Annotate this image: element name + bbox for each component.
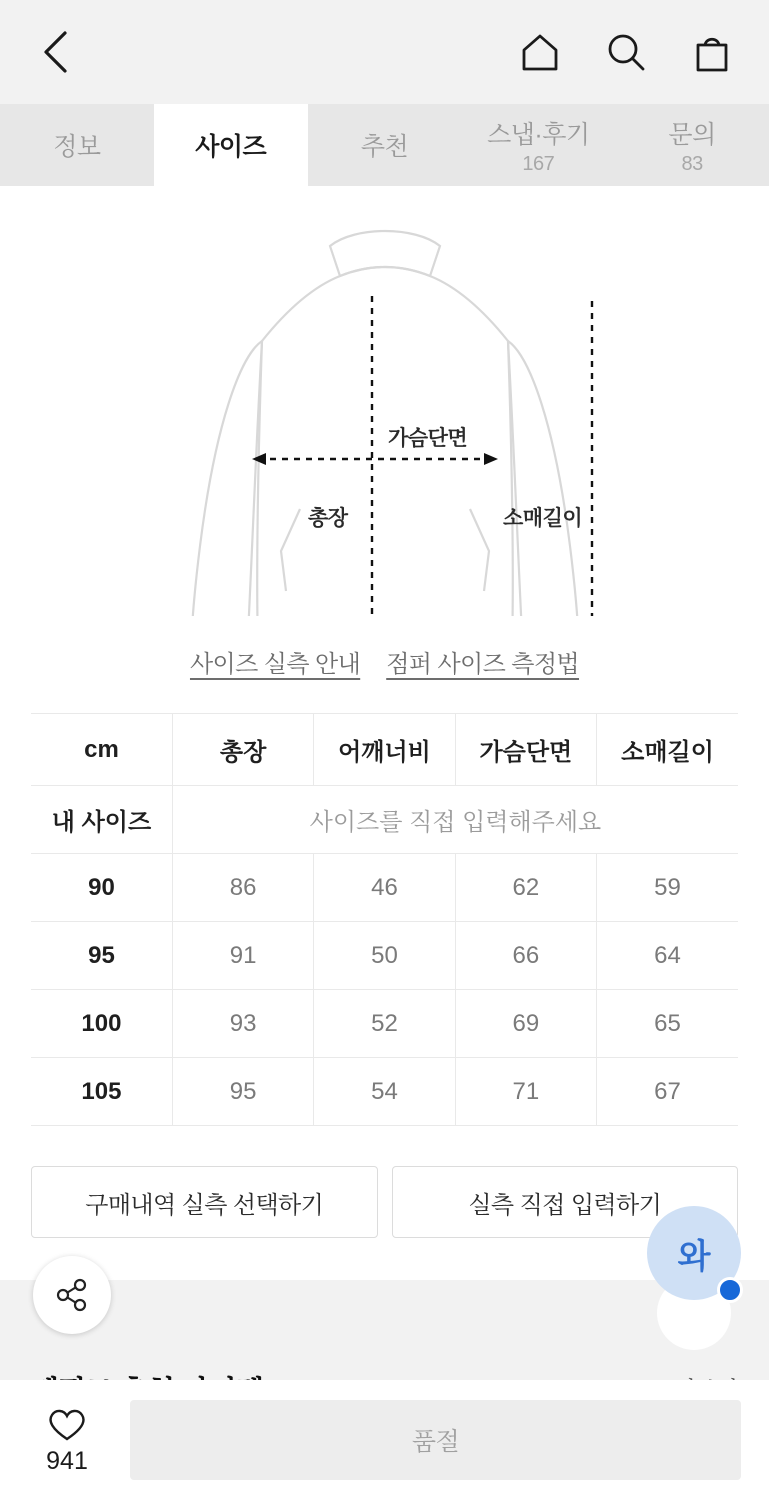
like-button[interactable] xyxy=(28,1405,106,1476)
link-size-guide[interactable]: 사이즈 실측 안내 xyxy=(189,651,361,678)
search-icon[interactable] xyxy=(603,29,649,75)
cell-sleeve-length: 67 xyxy=(597,1058,738,1126)
top-bar-actions xyxy=(517,29,735,75)
tab-snap-review[interactable] xyxy=(461,104,615,186)
cell-shoulder-width: 46 xyxy=(314,854,455,922)
cell-total-length: 86 xyxy=(172,854,313,922)
label-sleeve-length: 소매길이 xyxy=(503,507,583,530)
section-tabs xyxy=(0,104,769,186)
table-row xyxy=(31,854,738,922)
heart-icon xyxy=(46,1405,88,1443)
size-guide-links xyxy=(0,616,769,713)
chevron-left-icon[interactable] xyxy=(34,30,78,74)
cell-shoulder-width: 54 xyxy=(314,1058,455,1126)
tab-label: 문의 xyxy=(668,120,716,149)
label-total-length: 총장 xyxy=(308,507,348,530)
table-row xyxy=(31,922,738,990)
col-shoulder-width: 어깨너비 xyxy=(314,714,455,786)
row-size-label: 100 xyxy=(31,990,172,1058)
cell-shoulder-width: 50 xyxy=(314,922,455,990)
row-size-label: 105 xyxy=(31,1058,172,1126)
my-size-label: 내 사이즈 xyxy=(31,786,172,854)
tab-label: 추천 xyxy=(360,133,409,161)
tab-label: 사이즈 xyxy=(195,133,267,161)
select-from-purchase-history-button[interactable]: 구매내역 실측 선택하기 xyxy=(31,1166,378,1238)
cell-chest-width: 62 xyxy=(455,854,596,922)
col-unit: cm xyxy=(31,714,172,786)
tab-info[interactable] xyxy=(0,104,154,186)
bottom-action-bar xyxy=(0,1380,769,1500)
cell-total-length: 93 xyxy=(172,990,313,1058)
soldout-button: 품절 xyxy=(130,1400,741,1480)
tab-size[interactable] xyxy=(154,104,308,186)
tab-inquiry[interactable] xyxy=(615,104,769,186)
size-table xyxy=(31,713,738,1126)
cell-chest-width: 71 xyxy=(455,1058,596,1126)
measurement-actions xyxy=(0,1126,769,1238)
like-count: 941 xyxy=(46,1446,88,1475)
cell-total-length: 91 xyxy=(172,922,313,990)
home-icon[interactable] xyxy=(517,29,563,75)
manual-measurement-input-button[interactable]: 실측 직접 입력하기 xyxy=(392,1166,739,1238)
cell-chest-width: 69 xyxy=(455,990,596,1058)
tab-label: 스냅·후기 xyxy=(487,120,590,149)
table-row xyxy=(31,990,738,1058)
size-table-wrapper xyxy=(0,713,769,1126)
cell-sleeve-length: 59 xyxy=(597,854,738,922)
jacket-outline-illustration xyxy=(0,186,769,616)
size-diagram xyxy=(0,186,769,616)
cell-shoulder-width: 52 xyxy=(314,990,455,1058)
wa-badge-dot xyxy=(717,1277,743,1303)
cell-total-length: 95 xyxy=(172,1058,313,1126)
row-size-label: 95 xyxy=(31,922,172,990)
wa-badge-label: 와 xyxy=(677,1237,711,1276)
tab-count: 83 xyxy=(681,152,703,175)
col-chest-width: 가슴단면 xyxy=(455,714,596,786)
cell-sleeve-length: 65 xyxy=(597,990,738,1058)
cell-sleeve-length: 64 xyxy=(597,922,738,990)
link-measure-method[interactable]: 점퍼 사이즈 측정법 xyxy=(386,651,580,678)
tab-label: 정보 xyxy=(53,133,101,161)
top-app-bar xyxy=(0,0,769,104)
my-size-row[interactable] xyxy=(31,786,738,854)
table-header-row xyxy=(31,714,738,786)
row-size-label: 90 xyxy=(31,854,172,922)
col-total-length: 총장 xyxy=(172,714,313,786)
my-size-input[interactable]: 사이즈를 직접 입력해주세요 xyxy=(172,786,738,854)
tab-recommend[interactable] xyxy=(308,104,462,186)
label-chest-width: 가슴단면 xyxy=(388,427,468,450)
col-sleeve-length: 소매길이 xyxy=(597,714,738,786)
share-icon[interactable] xyxy=(33,1256,111,1334)
tab-count: 167 xyxy=(522,152,555,175)
cell-chest-width: 66 xyxy=(455,922,596,990)
shopping-bag-icon[interactable] xyxy=(689,29,735,75)
table-row xyxy=(31,1058,738,1126)
